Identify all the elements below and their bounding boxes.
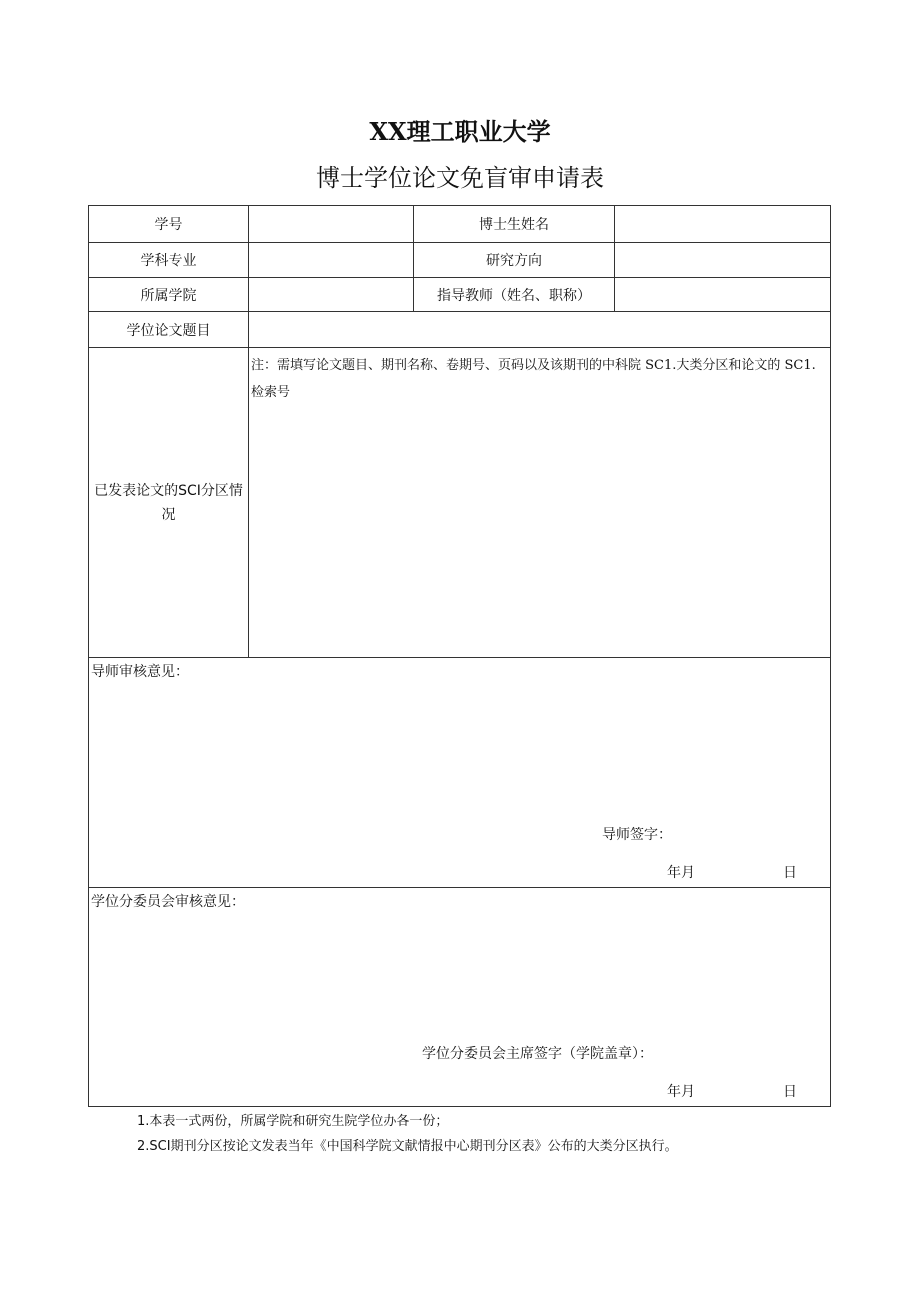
- committee-review-box[interactable]: [88, 887, 831, 1107]
- form-title: 博士学位论文免盲审申请表: [316, 164, 604, 192]
- advisor-sign-label: 导师签字：: [602, 827, 672, 843]
- label-student-id: 学号: [88, 205, 249, 243]
- label-advisor: 指导教师（姓名、职称）: [413, 277, 615, 312]
- sci-note: 注：需填写论文题目、期刊名称、卷期号、页码以及该期刊的中科院 SC1.大类分区和论文的 SC1.检索号: [251, 358, 816, 400]
- advisor-review-label: 导师审核意见：: [91, 664, 189, 680]
- field-thesis-title[interactable]: [248, 311, 831, 348]
- field-direction[interactable]: [614, 242, 831, 278]
- footnote-2: 2.SCI期刊分区按论文发表当年《中国科学院文献情报中心期刊分区表》公布的大类分区执行。: [137, 1139, 678, 1154]
- label-sci: [88, 347, 249, 658]
- advisor-date-d: 日: [783, 865, 797, 881]
- field-sci[interactable]: [248, 347, 831, 658]
- advisor-date-ym: 年月: [667, 865, 695, 881]
- label-major: 学科专业: [88, 242, 249, 278]
- committee-date-ym: 年月: [667, 1084, 695, 1100]
- committee-review-label: 学位分委员会审核意见：: [91, 894, 245, 910]
- label-direction: 研究方向: [413, 242, 615, 278]
- field-student-id[interactable]: [248, 205, 414, 243]
- footnote-1: 1.本表一式两份，所属学院和研究生院学位办各一份；: [137, 1114, 449, 1129]
- university-title: XX理工职业大学: [369, 117, 551, 146]
- field-college[interactable]: [248, 277, 414, 312]
- label-thesis-title: 学位论文题目: [88, 311, 249, 348]
- field-major[interactable]: [248, 242, 414, 278]
- committee-date-d: 日: [783, 1084, 797, 1100]
- advisor-review-box[interactable]: [88, 657, 831, 888]
- field-name[interactable]: [614, 205, 831, 243]
- label-name: 博士生姓名: [413, 205, 615, 243]
- field-advisor[interactable]: [614, 277, 831, 312]
- label-college: 所属学院: [88, 277, 249, 312]
- label-sci-text: 已发表论文的SCI分区情况: [94, 482, 243, 523]
- committee-sign-label: 学位分委员会主席签字（学院盖章）：: [422, 1046, 653, 1062]
